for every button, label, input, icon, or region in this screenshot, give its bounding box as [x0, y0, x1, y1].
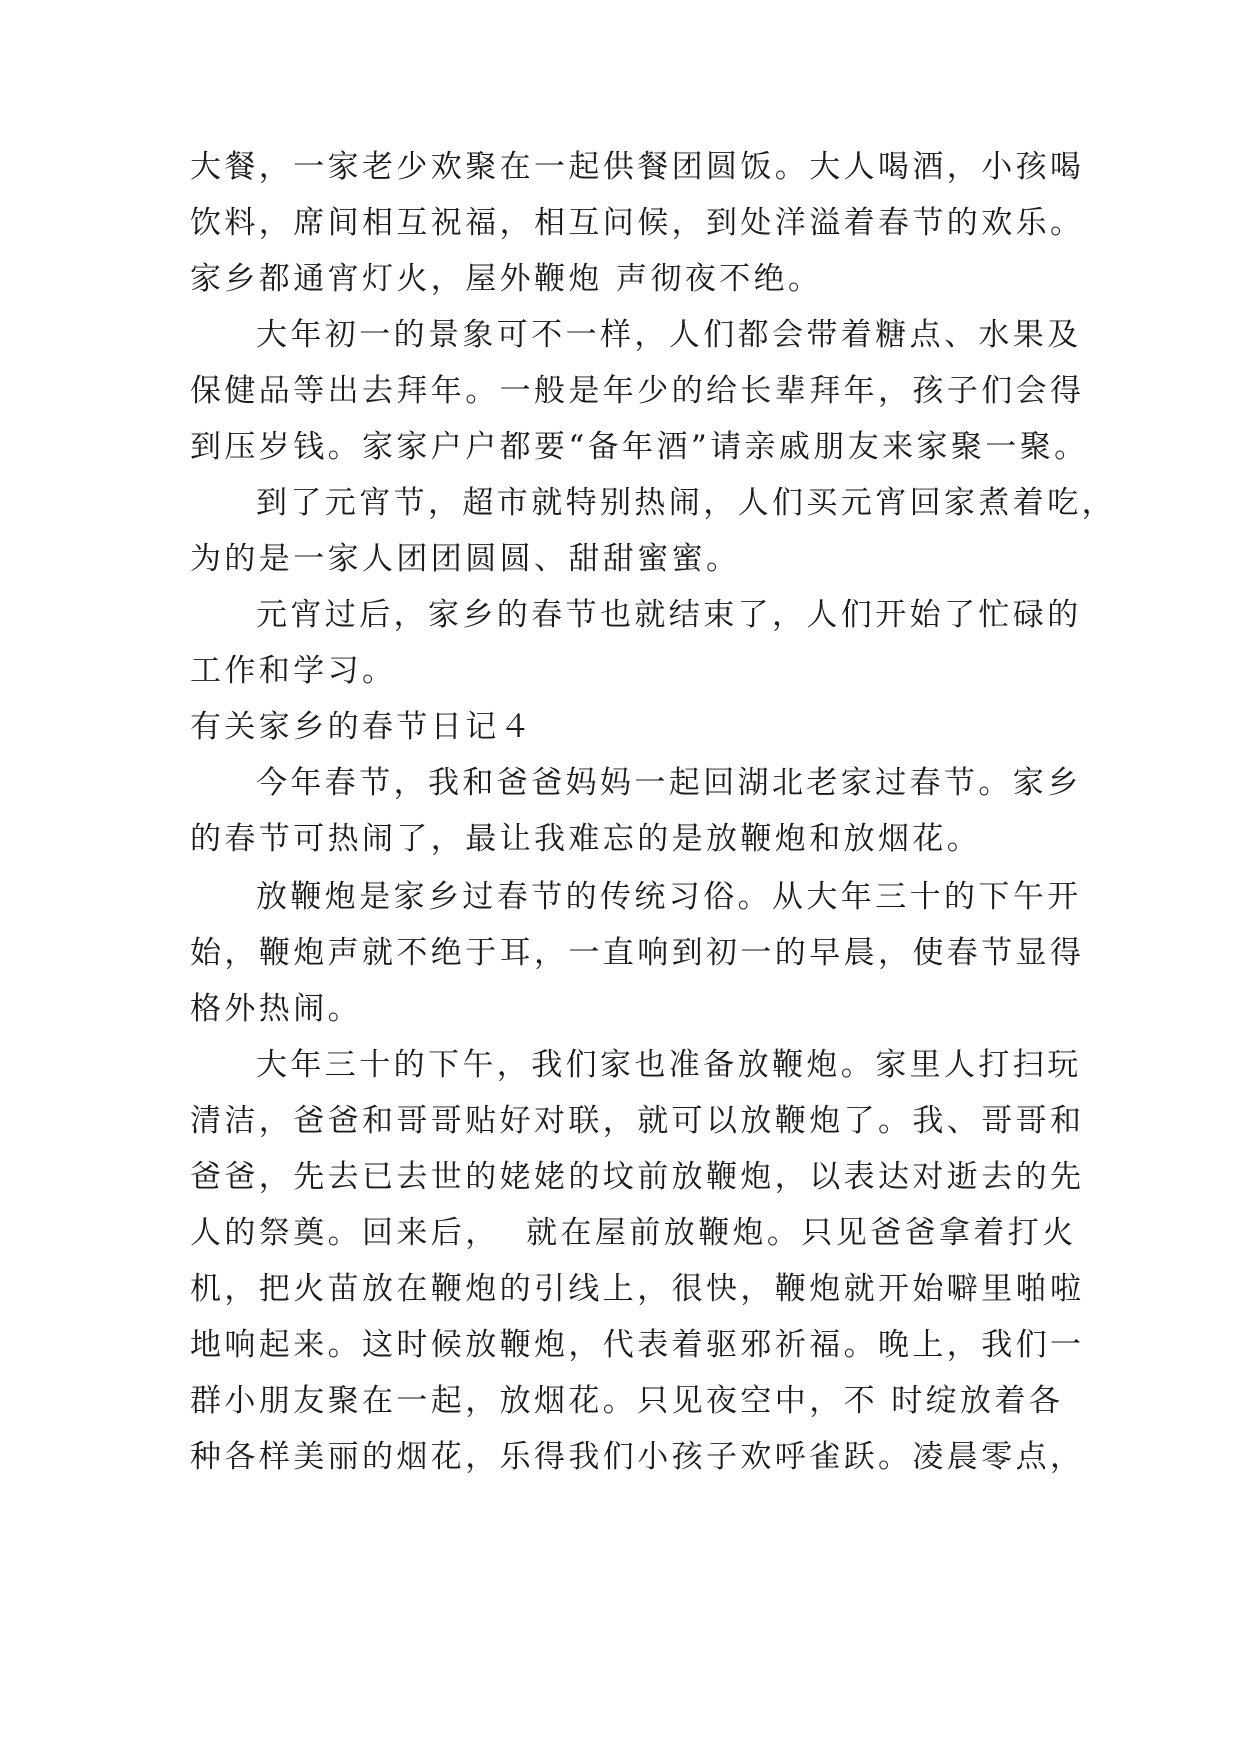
text-line: 饮料，席间相互祝福，相互问候，到处洋溢着春节的欢乐。 [190, 205, 1085, 241]
text-line: 到了元宵节，超市就特别热闹，人们买元宵回家煮着吃， [256, 485, 1116, 521]
section-heading: 有关家乡的春节日记４ [190, 709, 534, 745]
text-line: 格外热闹。 [190, 991, 362, 1027]
text-line: 始，鞭炮声就不绝于耳，一直响到初一的早晨，使春节显得 [190, 935, 1085, 971]
text-line: 放鞭炮是家乡过春节的传统习俗。从大年三十的下午开 [256, 879, 1082, 915]
text-line: 人的祭奠。回来后， 就在屋前放鞭炮。只见爸爸拿着打火 [190, 1215, 1077, 1251]
text-line: 到压岁钱。家家户户都要“备年酒”请亲戚朋友来家聚一聚。 [190, 429, 1089, 465]
text-line: 地响起来。这时候放鞭炮，代表着驱邪祈福。晚上，我们一 [190, 1327, 1085, 1363]
text-line: 种各样美丽的烟花，乐得我们小孩子欢呼雀跃。凌晨零点， [190, 1439, 1085, 1475]
text-line: 机，把火苗放在鞭炮的引线上，很快，鞭炮就开始噼里啪啦 [190, 1271, 1085, 1307]
text-line: 大餐，一家老少欢聚在一起供餐团圆饭。大人喝酒，小孩喝 [190, 149, 1085, 185]
text-line: 工作和学习。 [190, 653, 397, 689]
text-line: 家乡都通宵灯火，屋外鞭炮 声彻夜不绝。 [190, 261, 823, 297]
text-line: 大年初一的景象可不一样，人们都会带着糖点、水果及 [256, 317, 1082, 353]
text-line: 清洁，爸爸和哥哥贴好对联，就可以放鞭炮了。我、哥哥和 [190, 1103, 1085, 1139]
text-line: 爸爸，先去已去世的姥姥的坟前放鞭炮，以表达对逝去的先 [190, 1159, 1085, 1195]
text-line: 保健品等出去拜年。一般是年少的给长辈拜年，孩子们会得 [190, 373, 1085, 409]
text-line: 群小朋友聚在一起，放烟花。只见夜空中，不 时绽放着各 [190, 1383, 1064, 1419]
text-line: 大年三十的下午，我们家也准备放鞭炮。家里人打扫玩 [256, 1047, 1082, 1083]
text-line: 为的是一家人团团圆圆、甜甜蜜蜜。 [190, 541, 741, 577]
text-line: 元宵过后，家乡的春节也就结束了，人们开始了忙碌的 [256, 597, 1082, 633]
text-line: 今年春节，我和爸爸妈妈一起回湖北老家过春节。家乡 [256, 765, 1082, 801]
text-line: 的春节可热闹了，最让我难忘的是放鞭炮和放烟花。 [190, 821, 982, 857]
